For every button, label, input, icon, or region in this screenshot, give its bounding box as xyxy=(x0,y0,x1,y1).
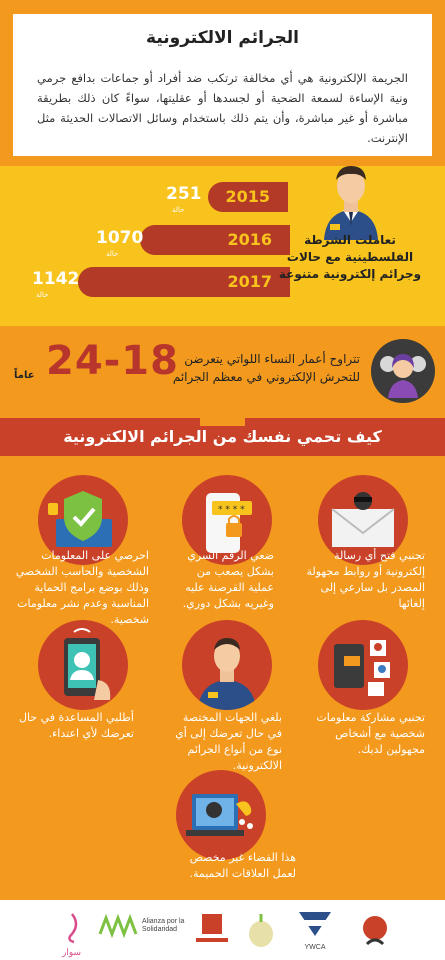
police-statement: تعاملت الشرطة الفلسطينية مع حالات وجرائم إلكترونية متنوعة xyxy=(278,233,422,281)
logo-alianza xyxy=(98,914,185,942)
svg-text:* * * *: * * * * xyxy=(218,505,245,515)
tip-text-protection: احرصي على المعلومات الشخصية والحاسب الشخصي وذلك بوضع برامج الحماية المناسبة وعدم نشر معلومات شخصية. xyxy=(15,549,149,626)
hacker-laptop-icon xyxy=(176,770,266,860)
page-title: الجرائم الالكترونية xyxy=(146,28,299,48)
share-info-icon xyxy=(318,620,408,710)
bar-2016 xyxy=(140,225,290,255)
red-seal-icon xyxy=(192,910,232,950)
tip-text-report: بلغي الجهات المختصة في حال تعرضك إلى أي نوع من أنواع الجرائم الالكترونية. xyxy=(175,711,282,772)
stat-count-2017: 1142 xyxy=(32,269,80,289)
phone-call-icon xyxy=(38,620,128,710)
logo-ywca xyxy=(295,910,335,952)
tip-circle-report xyxy=(182,620,272,710)
tip-text-password: ضعي الرقم السري بشكل يصعب من عملية القرصنة عليه وغيريه بشكل دوري. xyxy=(182,549,274,610)
tip-text-email: تجنبي فتح أي رسالة إلكترونية أو روابط مجهولة المصدر بل سارعي إلى إلغائها xyxy=(306,549,425,610)
footer-logos xyxy=(0,900,445,960)
stat-unit-2016: حالة xyxy=(106,250,119,258)
sawa-figure-icon xyxy=(62,910,92,944)
bar-year-2015: 2015 xyxy=(225,187,270,206)
women-group-icon xyxy=(370,338,436,404)
protect-title: كيف تحمي نفسك من الجرائم الالكترونية xyxy=(63,427,382,446)
bar-year-2016: 2016 xyxy=(227,230,272,249)
logo-red-org xyxy=(192,910,232,954)
intro-paragraph: الجريمة الإلكترونية هي أي مخالفة ترتكب ضد أفراد أو جماعات بدافع جرمي ونية الإساءة لسمعة الضحية أو لجسدها أو عقليتها، سواءً كان ذلك بطريقة مباشرة أو غير مباشرة، وأن يتم ذلك باستخدام وسائل الاتصالات الحديثة مثل الإنترنت. xyxy=(37,71,408,145)
tip-circle-intimate xyxy=(176,770,266,860)
onion-icon xyxy=(246,910,276,950)
stat-count-2015: 251 xyxy=(166,184,202,204)
logo-sawa-label: سوار xyxy=(62,947,82,957)
logo-onion xyxy=(246,910,276,954)
women-statement: تتراوح أعمار النساء اللواتي يتعرضن للتحرش الإلكتروني في معظم الجرائم xyxy=(172,352,360,384)
ywca-triangle-icon xyxy=(295,910,335,940)
tip-circle-sharing xyxy=(318,620,408,710)
bar-2017 xyxy=(78,267,290,297)
stat-unit-2015: حالة xyxy=(172,206,185,214)
logo-palestinian-org xyxy=(355,910,395,954)
banner-tab xyxy=(200,418,245,426)
stat-unit-2017: حالة xyxy=(36,291,49,299)
police-report-icon xyxy=(182,620,272,710)
logo-ywca-label: YWCA xyxy=(304,944,326,951)
logo-alianza-label: Alianza por la Solidaridad xyxy=(142,918,185,933)
alianza-waves-icon xyxy=(98,914,138,938)
stat-count-2016: 1070 xyxy=(96,228,144,248)
logo-sawa xyxy=(62,910,92,956)
tip-text-help: أطلبي المساعدة في حال تعرضك لأي اعتداء. xyxy=(18,711,134,740)
tip-text-intimate: هذا الفضاء غير مخصص لعمل العلاقات الحميمة. xyxy=(189,851,296,880)
intro-card xyxy=(13,14,432,156)
bar-2015 xyxy=(208,182,288,212)
org-emblem-icon xyxy=(355,910,395,950)
tip-text-sharing: تجنبي مشاركة معلومات شخصية مع أشخاص مجهولين لديك. xyxy=(316,711,425,756)
bar-year-2017: 2017 xyxy=(227,272,272,291)
women-age-range: 24-18 xyxy=(46,338,179,384)
police-officer-icon xyxy=(316,160,386,240)
women-age-unit: عاماً xyxy=(14,370,35,381)
tip-circle-help xyxy=(38,620,128,710)
